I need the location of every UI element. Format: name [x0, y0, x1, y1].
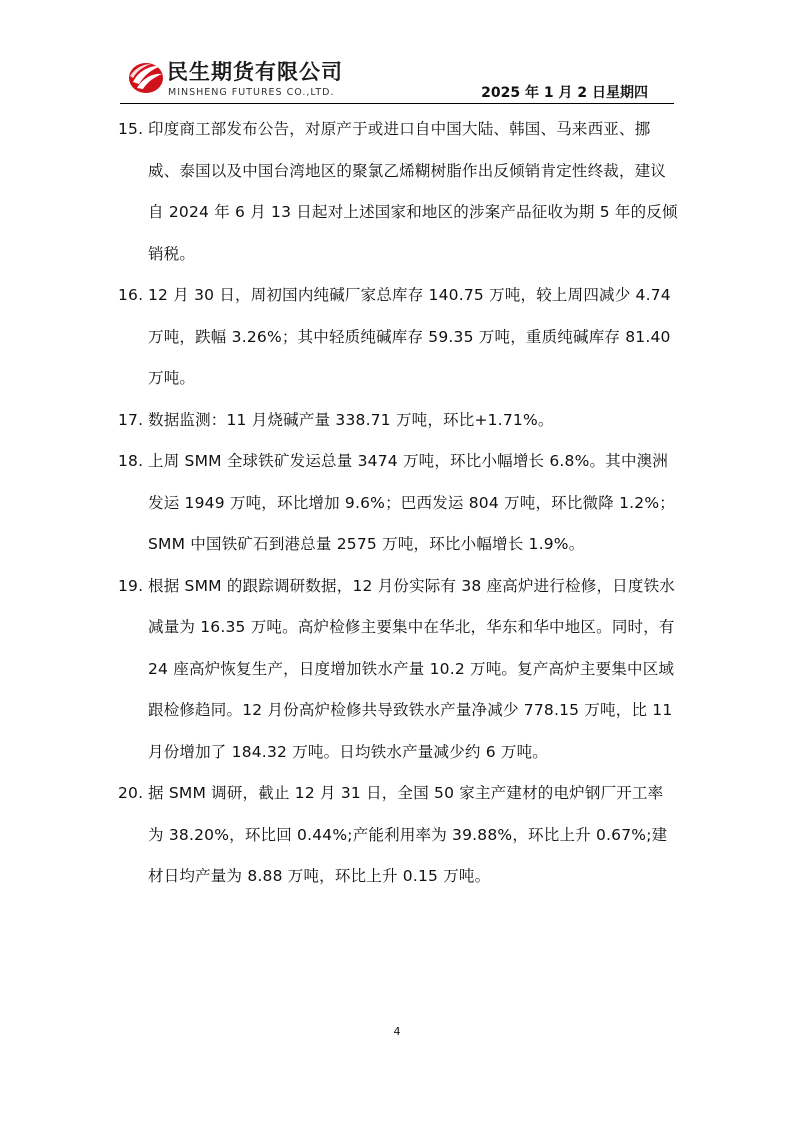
header-divider — [120, 103, 674, 104]
item-number: 19. — [118, 576, 144, 595]
page-number: 4 — [393, 1025, 401, 1038]
item-number: 17. — [118, 410, 144, 429]
news-item-18 — [118, 441, 678, 566]
news-item-19 — [118, 566, 678, 774]
news-item-17 — [118, 400, 678, 442]
item-text: 上周 SMM 全球铁矿发运总量 3474 万吨，环比小幅增长 6.8%。其中澳洲发运 1949 万吨，环比增加 9.6%；巴西发运 804 万吨，环比微降 1.2%；SMM 中国铁矿石到港总量 2575 万吨，环比小幅增长 1.9%。 — [148, 452, 675, 553]
item-number: 18. — [118, 452, 144, 470]
report-date: 2025 年 1 月 2 日星期四 — [481, 85, 648, 101]
item-number: 15. — [118, 120, 144, 138]
company-name-en: MINSHENG FUTURES CO.,LTD. — [168, 87, 335, 98]
news-list — [118, 109, 678, 898]
item-number: 20. — [118, 784, 144, 802]
company-name-cn: 民生期货有限公司 — [167, 60, 343, 84]
item-text: 数据监测：11 月烧碱产量 338.71 万吨，环比+1.71%。 — [148, 410, 554, 429]
news-item-16 — [118, 275, 678, 400]
item-text: 据 SMM 调研，截止 12 月 31 日，全国 50 家主产建材的电炉钢厂开工率为 38.20%，环比回 0.44%;产能利用率为 39.88%，环比上升 0.67%;建材日均产量为 8.88 万吨，环比上升 0.15 万吨。 — [148, 784, 668, 885]
item-text: 印度商工部发布公告，对原产于或进口自中国大陆、韩国、马来西亚、挪威、泰国以及中国台湾地区的聚氯乙烯糊树脂作出反倾销肯定性终裁，建议自 2024 年 6 月 13 日起对上述国家和地区的涉案产品征收为期 5 年的反倾销税。 — [148, 120, 678, 263]
news-item-15 — [118, 109, 678, 275]
item-number: 16. — [118, 286, 144, 304]
page-header — [0, 0, 794, 110]
item-text: 12 月 30 日，周初国内纯碱厂家总库存 140.75 万吨，较上周四减少 4.74 万吨，跌幅 3.26%；其中轻质纯碱库存 59.35 万吨，重质纯碱库存 81.40 万吨。 — [148, 286, 671, 387]
item-text: 根据 SMM 的跟踪调研数据，12 月份实际有 38 座高炉进行检修，日度铁水减量为 16.35 万吨。高炉检修主要集中在华北，华东和华中地区。同时，有 24 座高炉恢复生产，日度增加铁水产量 10.2 万吨。复产高炉主要集中区域跟检修趋同。12 月份高炉检修共导致铁水产量净减少 778.15 万吨，比 11 月份增加了 184.32 万吨。日均铁水产量减少约 6 万吨。 — [148, 576, 675, 761]
company-logo-icon — [127, 56, 165, 96]
news-item-20 — [118, 773, 678, 898]
